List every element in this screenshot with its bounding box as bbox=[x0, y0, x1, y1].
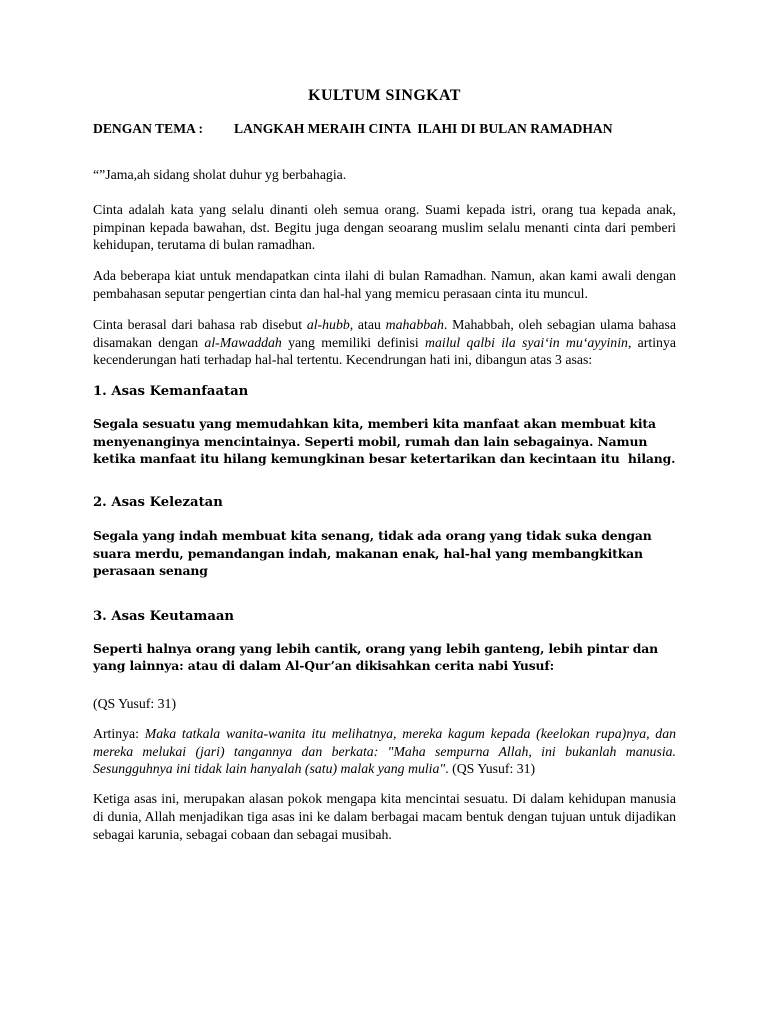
definition-term: mailul qalbi ila syai‘in mu‘ayyinin bbox=[425, 334, 628, 350]
definition-run: , artinya kecenderungan hati terhadap hal-hal tertentu. Kecendrungan hati ini, dibangun atas 3 asas: bbox=[93, 334, 676, 368]
page-title: KULTUM SINGKAT bbox=[308, 87, 461, 104]
definition-run: Cinta berasal dari bahasa rab disebut bbox=[93, 316, 307, 332]
translation-reference: . (QS Yusuf: 31) bbox=[445, 761, 536, 777]
translation-paragraph bbox=[93, 725, 676, 778]
section-3-body: Seperti halnya orang yang lebih cantik, orang yang lebih ganteng, lebih pintar dan yang lainnya: atau di dalam Al-Qur’an dikisahkan cerita nabi Yusuf: bbox=[93, 640, 663, 674]
section-3-heading: 3. Asas Keutamaan bbox=[93, 608, 234, 624]
section-2-body: Segala yang indah membuat kita senang, tidak ada orang yang tidak suka dengan suara merdu, pemandangan indah, makanan enak, hal-hal yang membangkitkan perasaan senang bbox=[93, 527, 656, 579]
definition-paragraph bbox=[93, 316, 676, 369]
greeting-line: “”Jama,ah sidang sholat duhur yg berbahagia. bbox=[93, 167, 347, 182]
theme-line bbox=[93, 120, 676, 137]
translation-label: Artinya: bbox=[93, 725, 145, 741]
theme-text: LANGKAH MERAIH CINTA ILAHI DI BULAN RAMADHAN bbox=[234, 121, 613, 136]
verse-reference: (QS Yusuf: 31) bbox=[93, 695, 177, 711]
section-1-heading: 1. Asas Kemanfaatan bbox=[93, 384, 249, 400]
closing-paragraph: Ketiga asas ini, merupakan alasan pokok mengapa kita mencintai sesuatu. Di dalam kehidupan manusia di dunia, Allah menjadikan tiga asas ini ke dalam berbagai macam bentuk dengan tujuan untuk dijadikan sebagai karunia, sebagai cobaan dan sebagai musibah. bbox=[93, 791, 676, 842]
intro-paragraph-2: Ada beberapa kiat untuk mendapatkan cinta ilahi di bulan Ramadhan. Namun, akan kami awali dengan pembahasan seputar pengertian cinta dan hal-hal yang memicu perasaan cinta itu muncul. bbox=[93, 268, 676, 301]
translation-quote: Maka tatkala wanita-wanita itu melihatnya, mereka kagum kepada (keelokan rupa)nya, dan mereka melukai (jari) tangannya dan berkata: "Maha sempurna Allah, ini bukanlah manusia. Sesungguhnya ini tidak lain hanyalah (satu) malak yang mulia" bbox=[93, 725, 676, 777]
definition-run: . Mahabbah, oleh sebagian ulama bahasa disamakan dengan bbox=[93, 316, 676, 350]
definition-run: , atau bbox=[349, 316, 386, 332]
section-2-heading: 2. Asas Kelezatan bbox=[93, 494, 223, 510]
intro-paragraph-1: Cinta adalah kata yang selalu dinanti oleh semua orang. Suami kepada istri, orang tua kepada anak, pimpinan kepada bawahan, dst. Begitu juga dengan seoarang muslim selalu menanti cinta dari pemberi kehidupan, terutama di bulan ramadhan. bbox=[93, 201, 676, 253]
definition-term: mahabbah bbox=[385, 316, 444, 332]
definition-term: al-hubb bbox=[306, 316, 350, 332]
definition-run: yang memiliki definisi bbox=[281, 334, 425, 350]
theme-label: DENGAN TEMA : bbox=[93, 121, 204, 136]
definition-term: al-Mawaddah bbox=[204, 334, 282, 350]
section-1-body: Segala sesuatu yang memudahkan kita, memberi kita manfaat akan membuat kita menyenanginya mencintainya. Seperti mobil, rumah dan lain sebagainya. Namun ketika manfaat itu hilang kemungkinan besar ketertarikan dan kecintaan itu hilang. bbox=[93, 416, 676, 467]
